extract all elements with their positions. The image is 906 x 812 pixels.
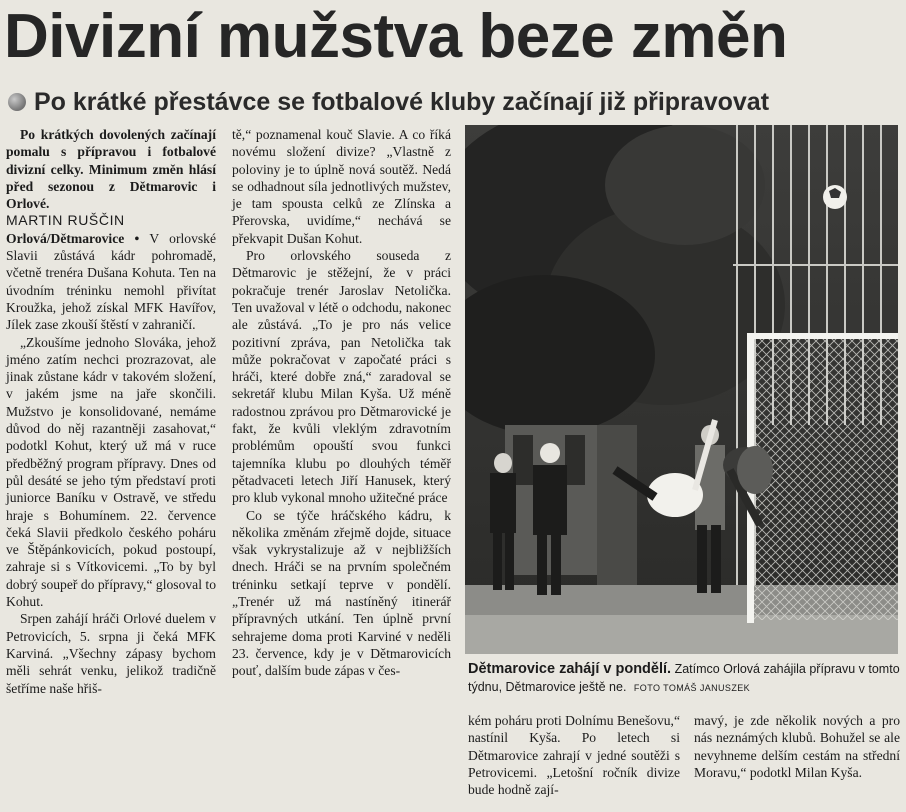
caption-text: Zatímco Orlová zahájila přípravu v tomto týdnu, Dětmarovice ještě ne. (468, 662, 900, 694)
article-column-1 (6, 126, 216, 697)
subheadline (4, 84, 904, 120)
paragraph: Co se týče hráčského kádru, k několika změnám zřejmě dojde, situace však vykrystalizuje až v nejbližších dnech. Hráči se na prvním společném tréninku setkají teprve v pondělí. „Trenér už má nastíněný itinerář přípravných utkání. Ten úplně první sehrajeme doma proti Karviné v neděli 23. července, kdy je v Dětmarovicích pouť, dalším bude zápas v čes- (232, 507, 451, 679)
paragraph: „Zkoušíme jednoho Slováka, jehož jméno zatím nechci prozrazovat, ale jinak zůstane kádr v takovém složení, v jakém jsme na jaře skončili. Mužstvo je konsolidované, nemáme důvod do něj razantněji zasahovat,“ podotkl Kohut, který už má v ruce předběžný program přípravy. Dnes od půl desáté se jeho tým představí proti juniorce Baníku v Ostravě, ve středu hraje s Bohumínem. 22. července čeká Slavii předkolo českého poháru ve Štěpánkovicích, pokud postoupí, zahraje si s Vítkovicemi. „To by byl dobrý soupeř do přípravy,“ glosoval to Kohut. (6, 334, 216, 610)
paragraph-text: V orlovské Slavii zůstává kádr pohromadě, včetně trenéra Dušana Kohuta. Ten na úvodním tréninku nemohl přivítat Kroužka, jehož získal MFK Havířov, Jílek zase zkouší štěstí v zahraničí. (6, 230, 216, 333)
bullet-icon (8, 93, 26, 111)
paragraph: kém poháru proti Dolnímu Benešovu,“ nastínil Kyša. Po letech si Dětmarovice zahrají v jedné soutěži s Petrovicemi. „Letošní ročník divize bude hodně zají- (468, 713, 680, 798)
paragraph: tě,“ poznamenal kouč Slavie. A co říká novému složení divize? „Vlastně z poloviny je to úplně nová soutěž. Nedá se odhadnout síla jednotlivých mužstev, je tam spousta celků ze Zlínska a Přerovska, uvidíme,“ nechává se překvapit Dušan Kohut. (232, 127, 451, 246)
byline: MARTIN RUŠČIN (6, 212, 125, 229)
subheadline-text: Po krátké přestávce se fotbalové kluby začínají již připravovat (34, 87, 770, 116)
headline: Divizní mužstva beze změn (4, 2, 788, 71)
paragraph (6, 230, 216, 334)
paragraph: Pro orlovského souseda z Dětmarovic je stěžejní, že v práci pokračuje trenér Jaroslav Netolička. Ten uvažoval v létě o odchodu, nakonec ale zůstává. „To je pro nás velice pozitivní zpráva, pan Netolička tak může pokračovat v započaté práci s hráči, které dobře zná,“ zaradoval se sekretář klubu Milan Kyša. Už méně radostnou zprávou pro Dětmarovické je fakt, že kvůli vleklým zdravotním problémům opouští svou funkci tajemníka klubu po dlouhých téměř pětadvaceti letech Jiří Hanusek, který pro klub vykonal mnoho užitečné práce (232, 248, 451, 506)
dateline: Orlová/Dětmarovice • (6, 230, 140, 246)
paragraph: Srpen zahájí hráči Orlové duelem v Petrovicích, 5. srpna ji čeká MFK Karviná. „Všechny zápasy bychom měli sehrát venku, jelikož tradičně šetříme naše hřiš- (6, 611, 216, 696)
photo-football-training (465, 125, 898, 654)
article-column-3 (468, 712, 680, 798)
article-column-4 (694, 712, 900, 781)
caption-title: Dětmarovice zahájí v pondělí. (468, 661, 672, 677)
photo-caption (468, 660, 904, 697)
lead-paragraph: Po krátkých dovolených začínají pomalu s přípravou i fotbalové divizní celky. Minimum změn hlásí před sezonou z Dětmarovic i Orlové. (6, 127, 216, 212)
paragraph: mavý, je zde několik nových a pro nás neznámých klubů. Bohužel se ale nevyhneme delším cestám na střední Moravu,“ podotkl Milan Kyša. (694, 713, 900, 780)
photo-credit: FOTO TOMÁŠ JANUSZEK (633, 683, 751, 693)
article-column-2 (232, 126, 451, 680)
